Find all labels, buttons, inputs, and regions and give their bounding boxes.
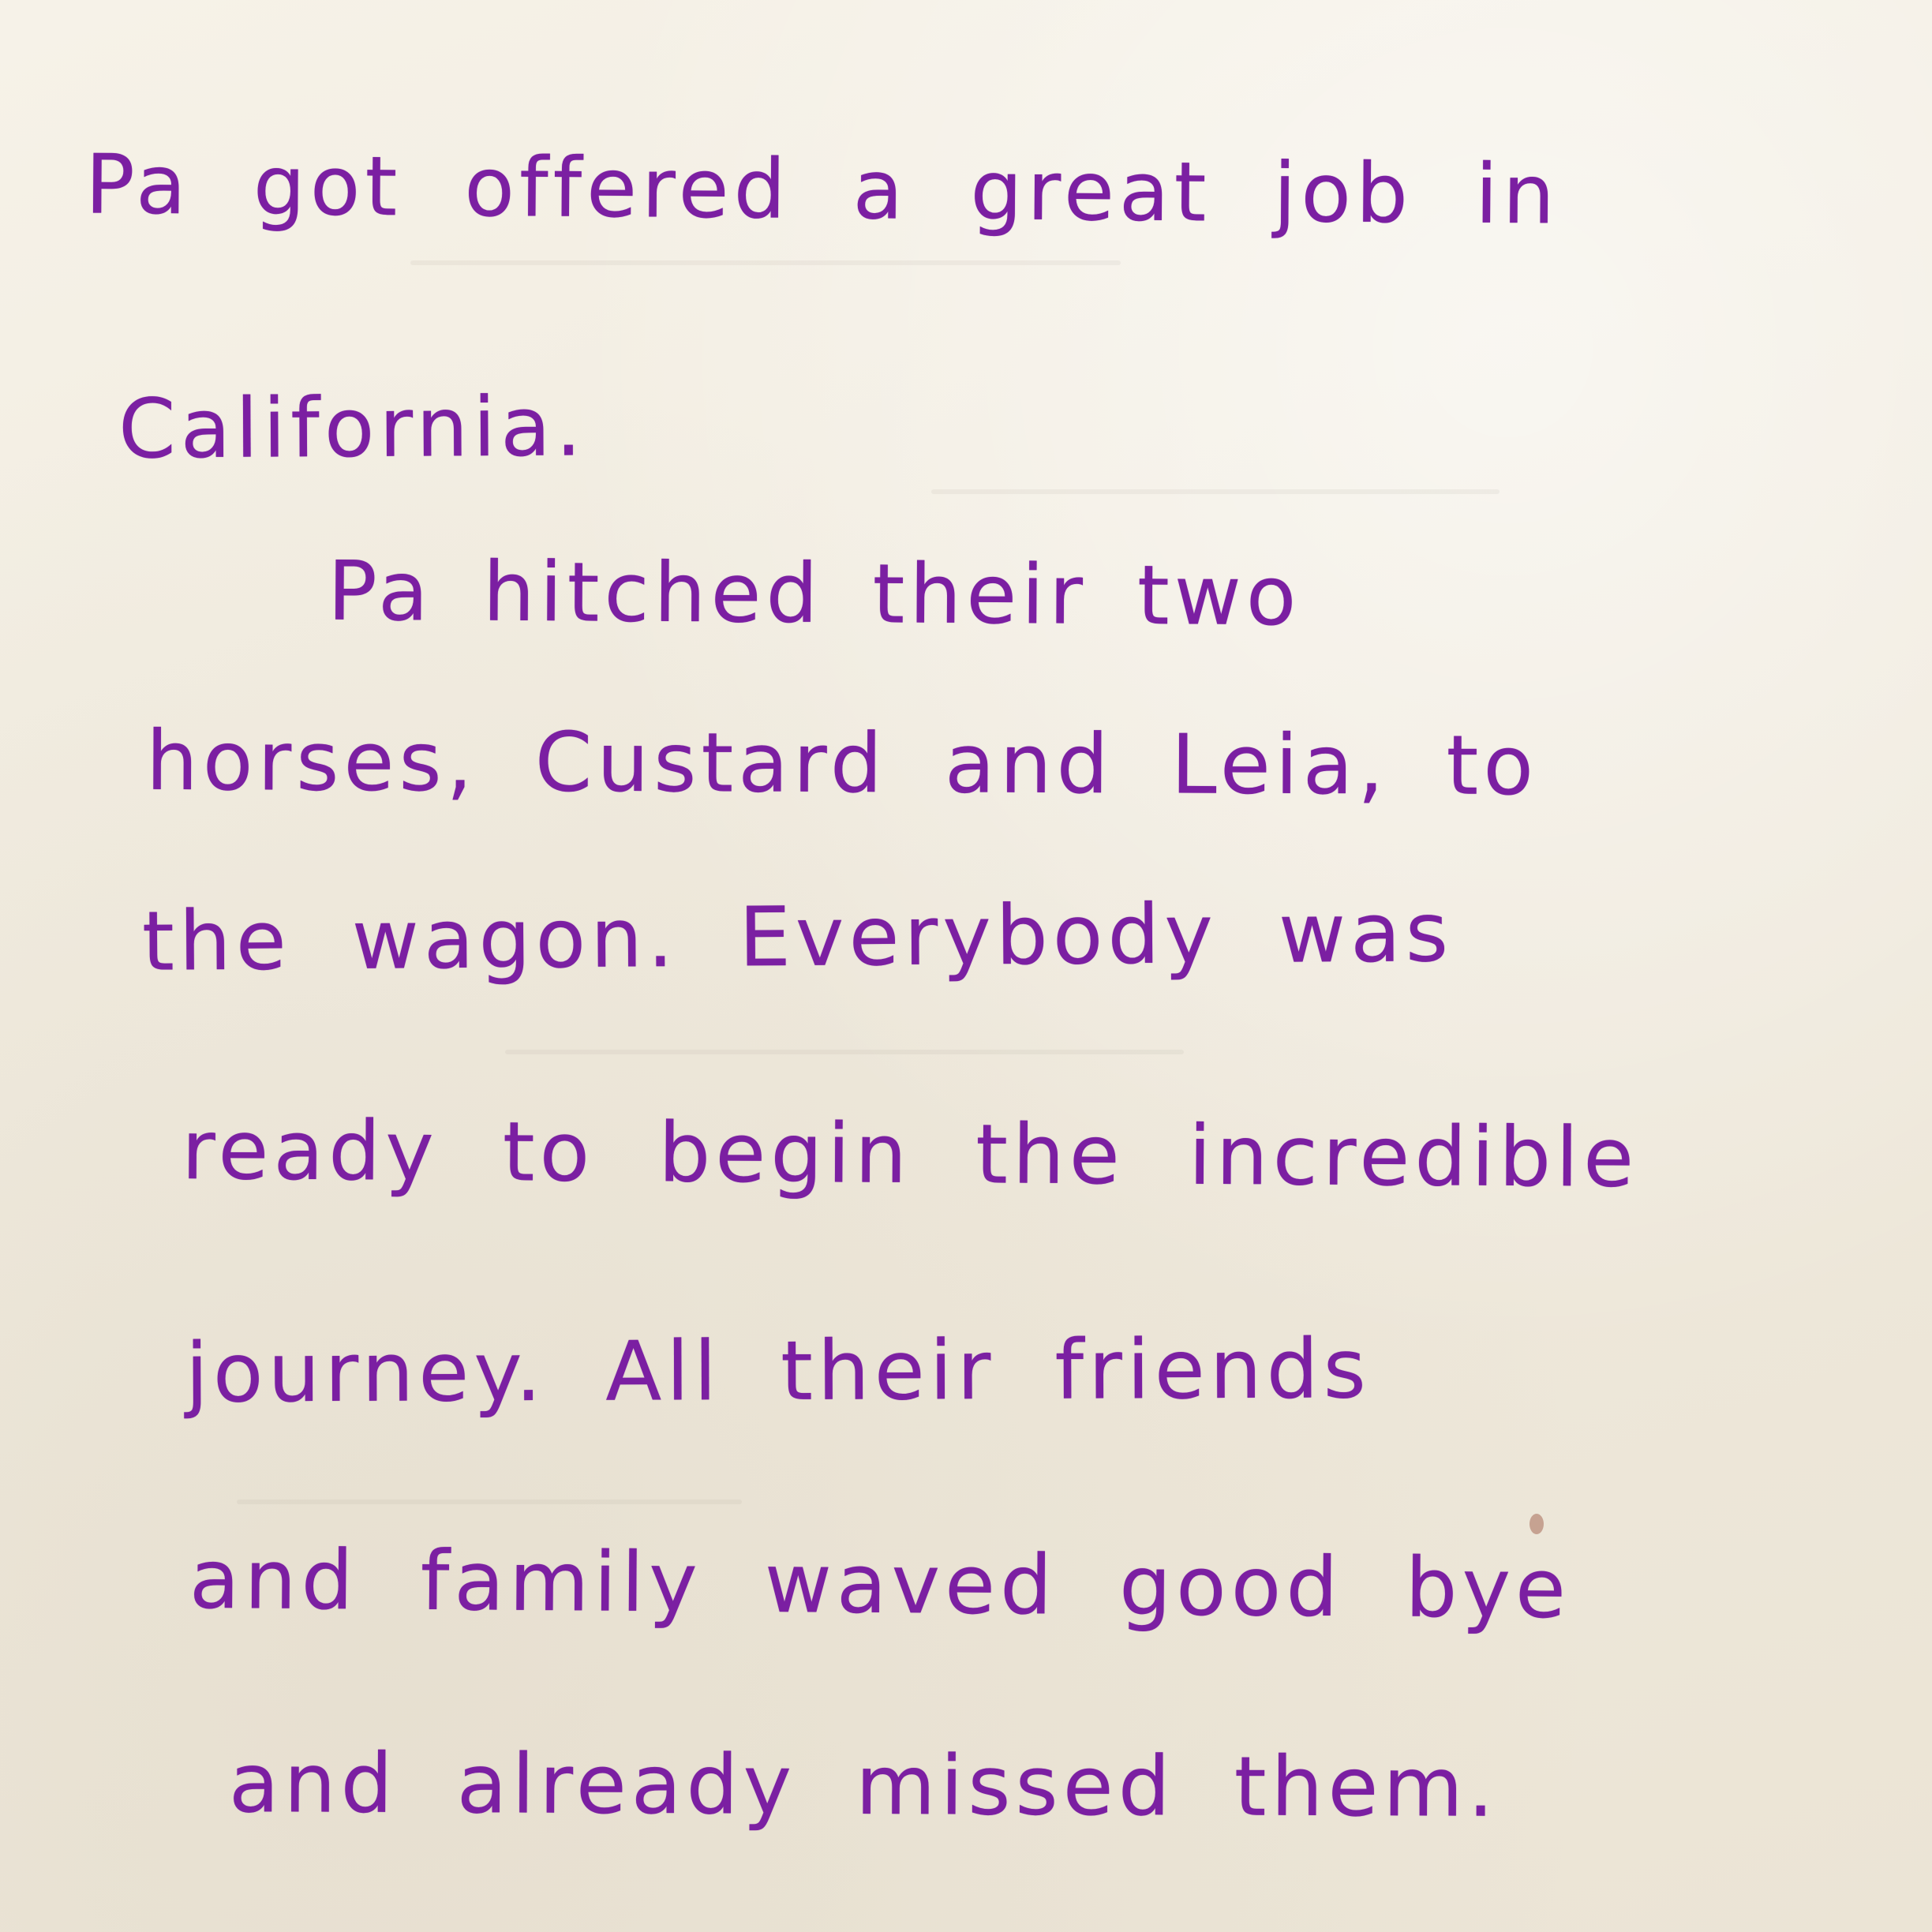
handwritten-line-8: and family waved good bye: [189, 1530, 1571, 1638]
handwritten-line-2: California.: [118, 378, 587, 477]
bleed-through-mark: [237, 1500, 742, 1504]
handwritten-line-9: and already missed them.: [228, 1735, 1500, 1836]
handwritten-line-4: horses, Custard and Leia, to: [145, 712, 1539, 814]
handwritten-line-6: ready to begin the incredible: [181, 1102, 1639, 1206]
handwritten-line-7: journey. All their friends: [185, 1320, 1372, 1421]
handwritten-line-3: Pa hitched their two: [327, 542, 1301, 645]
bleed-through-mark: [505, 1050, 1184, 1054]
handwritten-line-1: Pa got offered a great job in: [84, 136, 1560, 243]
bleed-through-mark: [410, 260, 1121, 265]
bleed-through-mark: [931, 489, 1500, 494]
handwritten-line-5: the wagon. Everybody was: [141, 884, 1454, 990]
ink-stain: [1530, 1514, 1544, 1534]
